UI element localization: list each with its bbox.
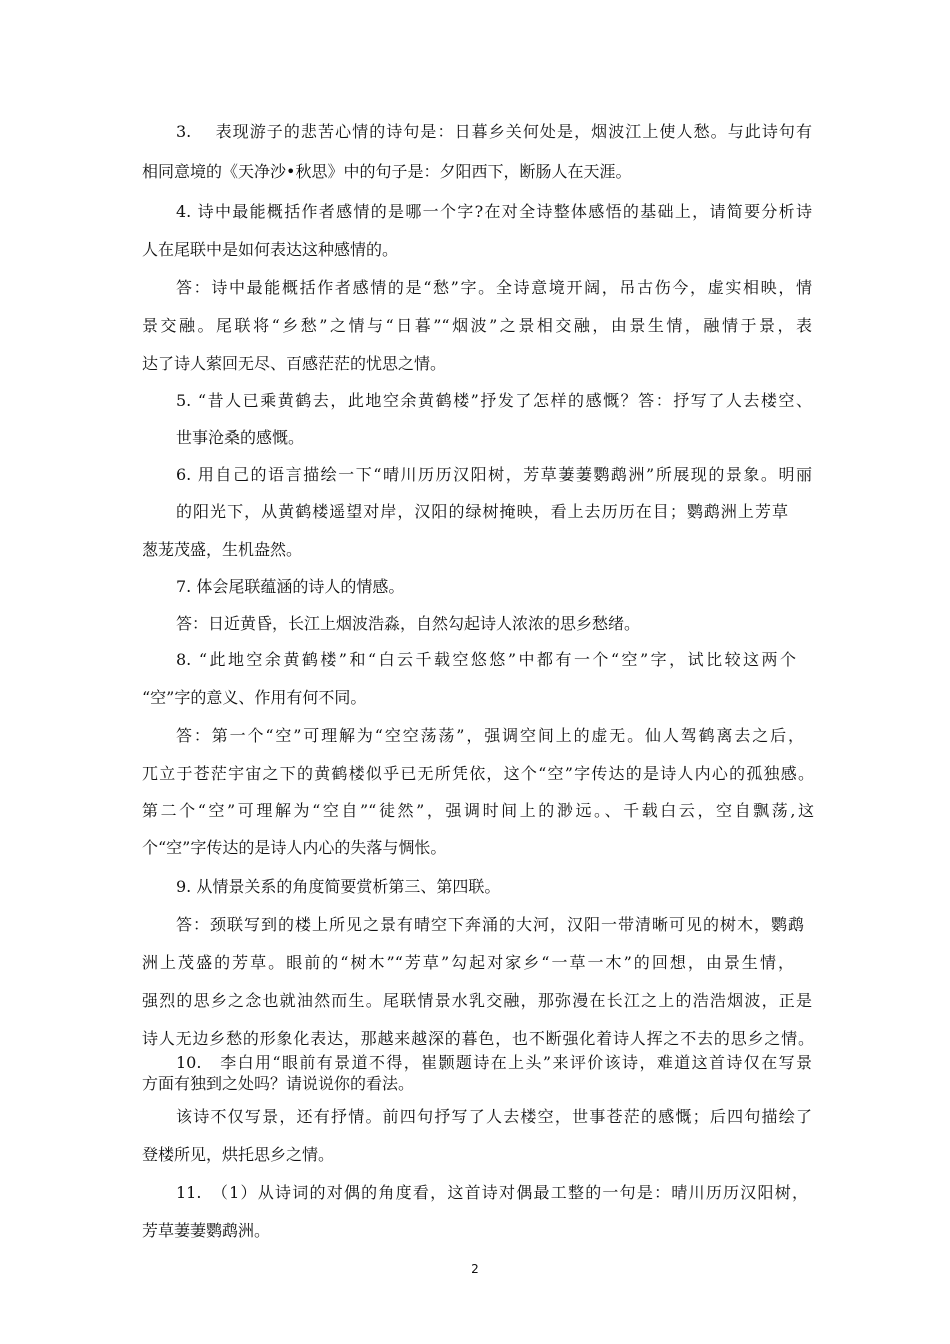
text-line: 景交融。尾联将“乡愁”之情与“日暮”“烟波”之景相交融，由景生情，融情于景，表: [142, 316, 812, 335]
text-line: 登楼所见，烘托思乡之情。: [142, 1145, 335, 1164]
text-line: 第二个“空”可理解为“空自”“徒然”，强调时间上的渺远。、千载白云，空自飘荡,这: [142, 801, 814, 820]
text-line: 相同意境的《天净沙•秋思》中的句子是：夕阳西下，断肠人在天涯。: [142, 162, 632, 181]
text-line: 该诗不仅写景，还有抒情。前四句抒写了人去楼空，世事苍茫的感慨；后四句描绘了: [176, 1107, 812, 1126]
text-line: 5. “昔人已乘黄鹤去，此地空余黄鹤楼”抒发了怎样的感慨？答：抒写了人去楼空、: [176, 391, 812, 410]
page-number: 2: [471, 1262, 479, 1276]
text-line: 的阳光下，从黄鹤楼遥望对岸，汉阳的绿树掩映，看上去历历在目；鹦鹉洲上芳草: [176, 502, 788, 521]
text-line: 强烈的思乡之念也就油然而生。尾联情景水乳交融，那弥漫在长江之上的浩浩烟波，正是: [142, 991, 812, 1010]
text-line: “空”字的意义、作用有何不同。: [142, 688, 367, 707]
text-line: 人在尾联中是如何表达这种感情的。: [142, 240, 399, 259]
text-line: 世事沧桑的感慨。: [176, 428, 305, 447]
text-line: 10. 李白用“眼前有景道不得，崔颢题诗在上头”来评价该诗，难道这首诗仅在写景: [176, 1053, 812, 1072]
text-line: 诗人无边乡愁的形象化表达，那越来越深的暮色，也不断强化着诗人挥之不去的思乡之情。: [142, 1029, 814, 1048]
text-line: 9. 从情景关系的角度简要赏析第三、第四联。: [176, 877, 501, 896]
text-line: 方面有独到之处吗？请说说你的看法。: [142, 1074, 415, 1093]
text-line: 个“空”字传达的是诗人内心的失落与惆怅。: [142, 838, 447, 857]
text-line: 3. 表现游子的悲苦心情的诗句是：日暮乡关何处是，烟波江上使人愁。与此诗句有: [176, 122, 812, 141]
text-line: 兀立于苍茫宇宙之下的黄鹤楼似乎已无所凭依，这个“空”字传达的是诗人内心的孤独感。: [142, 764, 814, 783]
text-line: 葱茏茂盛，生机盎然。: [142, 540, 303, 559]
text-line: 达了诗人萦回无尽、百感茫茫的忧思之情。: [142, 354, 447, 373]
text-line: 8. “此地空余黄鹤楼”和“白云千载空悠悠”中都有一个“空”字，试比较这两个: [176, 650, 796, 669]
text-line: 答：颈联写到的楼上所见之景有晴空下奔涌的大河，汉阳一带清晰可见的树木，鹦鹉: [176, 915, 804, 934]
text-line: 答：日近黄昏，长江上烟波浩淼，自然勾起诗人浓浓的思乡愁绪。: [176, 614, 641, 633]
text-line: 4. 诗中最能概括作者感情的是哪一个字?在对全诗整体感悟的基础上，请简要分析诗: [176, 202, 812, 221]
text-line: 7. 体会尾联蕴涵的诗人的情感。: [176, 577, 405, 596]
text-line: 答：第一个“空”可理解为“空空荡荡”，强调空间上的虚无。仙人驾鹤离去之后，: [176, 726, 804, 745]
text-line: 答：诗中最能概括作者感情的是“愁”字。全诗意境开阔，吊古伤今，虚实相映，情: [176, 278, 812, 297]
text-line: 芳草萋萋鹦鹉洲。: [142, 1221, 271, 1240]
text-line: 6. 用自己的语言描绘一下“晴川历历汉阳树，芳草萋萋鹦鹉洲”所展现的景象。明丽: [176, 465, 812, 484]
text-line: 洲上茂盛的芳草。眼前的“树木”“芳草”勾起对家乡“一草一木”的回想，由景生情，: [142, 953, 794, 972]
text-line: 11. （1）从诗词的对偶的角度看，这首诗对偶最工整的一句是：晴川历历汉阳树，: [176, 1183, 808, 1202]
